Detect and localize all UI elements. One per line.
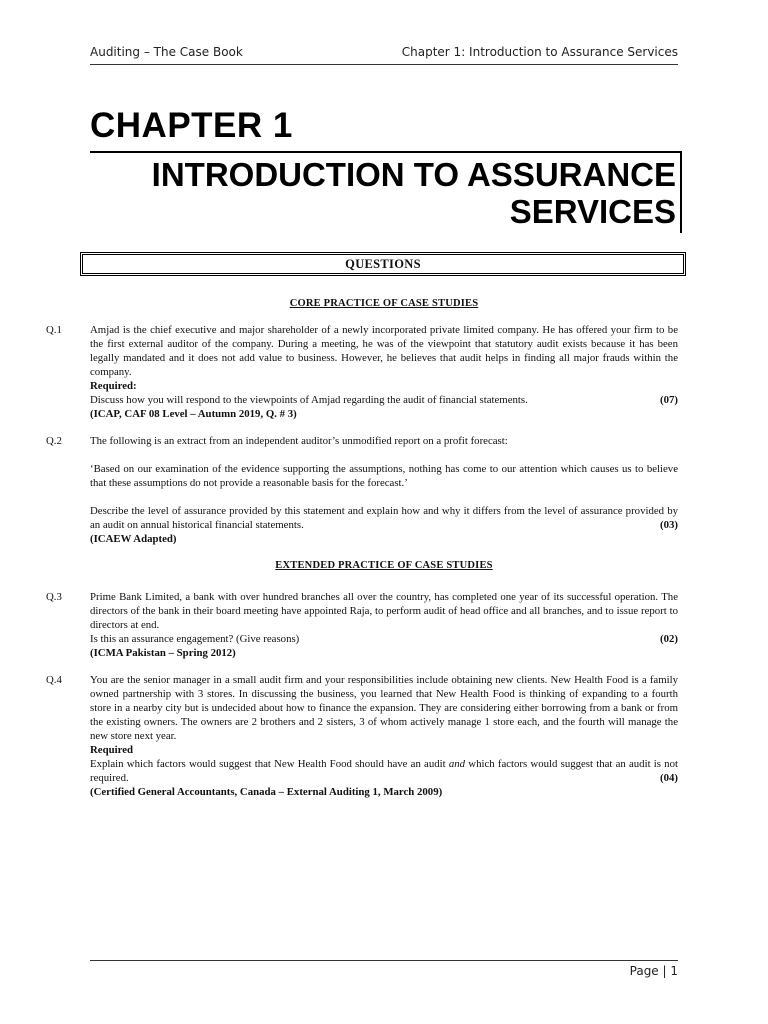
marks-row [90,771,678,785]
question-number: Q.3 [46,591,62,603]
question-number: Q.1 [46,324,62,336]
question-1 [46,323,678,421]
question-body [90,434,678,546]
question-task: Discuss how you will respond to the viewpoints of Amjad regarding the audit of financial statements. [90,394,528,406]
question-source: (Certified General Accountants, Canada – External Auditing 1, March 2009) [90,786,443,798]
section-heading-core: CORE PRACTICE OF CASE STUDIES [289,298,479,309]
question-text: Prime Bank Limited, a bank with over hundred branches all over the country, has completed one year of its successful operation. The directors of the bank in their board meeting have appointed Raja, to perform audit of head office and all branches, and to issue report to directors at end. [90,591,678,631]
task-row [90,393,678,407]
running-header [90,45,678,59]
header-chapter-title: Chapter 1: Introduction to Assurance Services [401,45,678,59]
task-emphasis: and [448,758,466,770]
question-marks: (07) [660,394,678,406]
questions-heading: QUESTIONS [345,256,421,271]
page-number: Page | 1 [629,964,678,978]
header-rule [90,64,678,65]
question-3 [46,590,678,660]
questions-banner [80,252,686,276]
header-book-title: Auditing – The Case Book [90,45,243,59]
chapter-rule [90,151,680,153]
question-intro: The following is an extract from an independent auditor’s unmodified report on a profit forecast: [90,435,508,447]
chapter-title [116,156,676,230]
question-quote: ‘Based on our examination of the evidence supporting the assumptions, nothing has come to our attention which causes us to believe that these assumptions do not provide a reasonable basis for the forecast.’ [90,463,678,489]
chapter-title-line-2: SERVICES [509,193,676,230]
task-row [90,632,678,646]
question-4 [46,673,678,799]
section-heading-extended: EXTENDED PRACTICE OF CASE STUDIES [275,560,493,571]
question-2 [46,434,678,546]
question-task: Is this an assurance engagement? (Give reasons) [90,633,300,645]
question-body [90,673,678,799]
required-label: Required [90,744,133,756]
question-text: You are the senior manager in a small audit firm and your responsibilities include obtaining new clients. New Health Food is a family owned partnership with 3 stores. In discussing the business, you learned that New Health Food is thinking of expanding to a fourth store in a nearby city but is undecided about how to finance the expansion. They are considering either borrowing from a bank or from the existing owners. The owners are 2 brothers and 2 sisters, 3 of whom actively manage 1 store each, and the fourth will manage the new store next year. [90,674,678,742]
footer-rule [90,960,678,961]
task-part-2: which factors would suggest that an audit is not required. [90,758,678,784]
question-marks: (02) [660,633,678,645]
question-task: Describe the level of assurance provided by this statement and explain how and why it differs from the level of assurance provided by an audit on annual historical financial statements. [90,505,678,531]
question-number: Q.2 [46,435,62,447]
question-marks: (03) [660,519,678,531]
question-source: (ICMA Pakistan – Spring 2012) [90,647,236,659]
chapter-label: CHAPTER 1 [90,106,293,145]
question-source: (ICAEW Adapted) [90,533,177,545]
task-part-1: Explain which factors would suggest that New Health Food should have an audit [90,758,446,770]
question-body [90,590,678,660]
question-body [90,323,678,421]
question-marks: (04) [660,772,678,784]
question-text: Amjad is the chief executive and major shareholder of a newly incorporated private limited company. He has offered your firm to be the first external auditor of the company. During a meeting, he was of the viewpoint that statutory audit exists because it has been legally mandated and it does not add value to business. However, he believes that audit helps in finding all major frauds within the company. [90,324,678,378]
chapter-title-line-1: INTRODUCTION TO ASSURANCE [151,156,676,193]
question-source: (ICAP, CAF 08 Level – Autumn 2019, Q. # 3) [90,408,297,420]
chapter-vertical-rule [680,151,682,233]
question-number: Q.4 [46,674,62,686]
required-label: Required: [90,380,137,392]
